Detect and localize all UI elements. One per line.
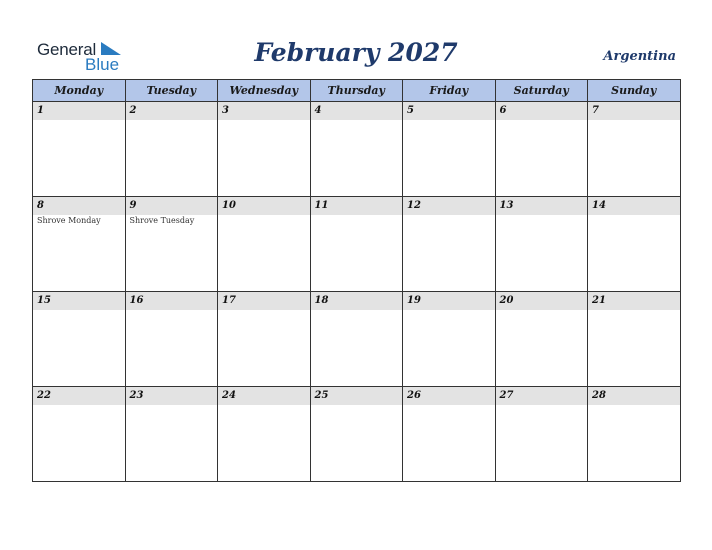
day-number: 19 xyxy=(403,292,495,310)
day-number: 1 xyxy=(33,102,125,120)
day-cell[interactable] xyxy=(33,102,126,197)
weekday-header: Tuesday xyxy=(125,80,218,102)
day-cell[interactable] xyxy=(588,102,681,197)
day-number: 23 xyxy=(126,387,218,405)
day-number: 25 xyxy=(311,387,403,405)
day-number: 14 xyxy=(588,197,680,215)
day-cell[interactable] xyxy=(218,102,311,197)
day-cell[interactable] xyxy=(495,292,588,387)
day-cell[interactable] xyxy=(218,387,311,482)
day-cell[interactable] xyxy=(310,197,403,292)
day-number: 4 xyxy=(311,102,403,120)
day-number: 9 xyxy=(126,197,218,215)
day-number: 3 xyxy=(218,102,310,120)
day-cell[interactable] xyxy=(588,197,681,292)
day-cell[interactable] xyxy=(495,102,588,197)
day-cell[interactable] xyxy=(218,292,311,387)
day-number: 7 xyxy=(588,102,680,120)
day-number: 13 xyxy=(496,197,588,215)
holiday-label: Shrove Tuesday xyxy=(129,216,195,225)
day-cell[interactable] xyxy=(125,387,218,482)
week-row xyxy=(33,197,681,292)
day-cell[interactable] xyxy=(588,387,681,482)
day-cell[interactable] xyxy=(310,292,403,387)
day-cell[interactable] xyxy=(588,292,681,387)
week-row xyxy=(33,102,681,197)
day-cell[interactable] xyxy=(33,197,126,292)
day-number: 15 xyxy=(33,292,125,310)
day-number: 18 xyxy=(311,292,403,310)
calendar-grid xyxy=(32,79,681,482)
weekday-header: Monday xyxy=(33,80,126,102)
day-cell[interactable] xyxy=(125,292,218,387)
weekday-header-row xyxy=(33,80,681,102)
day-number: 26 xyxy=(403,387,495,405)
country-label: Argentina xyxy=(603,49,676,64)
day-number: 24 xyxy=(218,387,310,405)
day-number: 8 xyxy=(33,197,125,215)
day-number: 20 xyxy=(496,292,588,310)
weekday-header: Wednesday xyxy=(218,80,311,102)
day-cell[interactable] xyxy=(495,197,588,292)
day-number: 21 xyxy=(588,292,680,310)
day-number: 5 xyxy=(403,102,495,120)
weekday-header: Friday xyxy=(403,80,496,102)
day-number: 6 xyxy=(496,102,588,120)
day-number: 16 xyxy=(126,292,218,310)
weekday-header: Sunday xyxy=(588,80,681,102)
day-number: 22 xyxy=(33,387,125,405)
day-number: 2 xyxy=(126,102,218,120)
week-row xyxy=(33,387,681,482)
holiday-label: Shrove Monday xyxy=(37,216,101,225)
logo-word-general: General xyxy=(37,40,97,59)
day-cell[interactable] xyxy=(310,387,403,482)
day-cell[interactable] xyxy=(403,292,496,387)
day-cell[interactable] xyxy=(33,387,126,482)
day-cell[interactable] xyxy=(403,102,496,197)
day-number: 27 xyxy=(496,387,588,405)
calendar-title: February 2027 xyxy=(254,38,458,67)
day-number: 11 xyxy=(311,197,403,215)
day-cell[interactable] xyxy=(310,102,403,197)
day-number: 12 xyxy=(403,197,495,215)
day-number: 10 xyxy=(218,197,310,215)
day-number: 17 xyxy=(218,292,310,310)
day-cell[interactable] xyxy=(125,197,218,292)
day-cell[interactable] xyxy=(218,197,311,292)
weekday-header: Saturday xyxy=(495,80,588,102)
day-cell[interactable] xyxy=(33,292,126,387)
day-cell[interactable] xyxy=(495,387,588,482)
day-cell[interactable] xyxy=(403,197,496,292)
logo-word-blue: Blue xyxy=(85,55,120,74)
week-row xyxy=(33,292,681,387)
weekday-header: Thursday xyxy=(310,80,403,102)
day-cell[interactable] xyxy=(125,102,218,197)
day-cell[interactable] xyxy=(403,387,496,482)
day-number: 28 xyxy=(588,387,680,405)
